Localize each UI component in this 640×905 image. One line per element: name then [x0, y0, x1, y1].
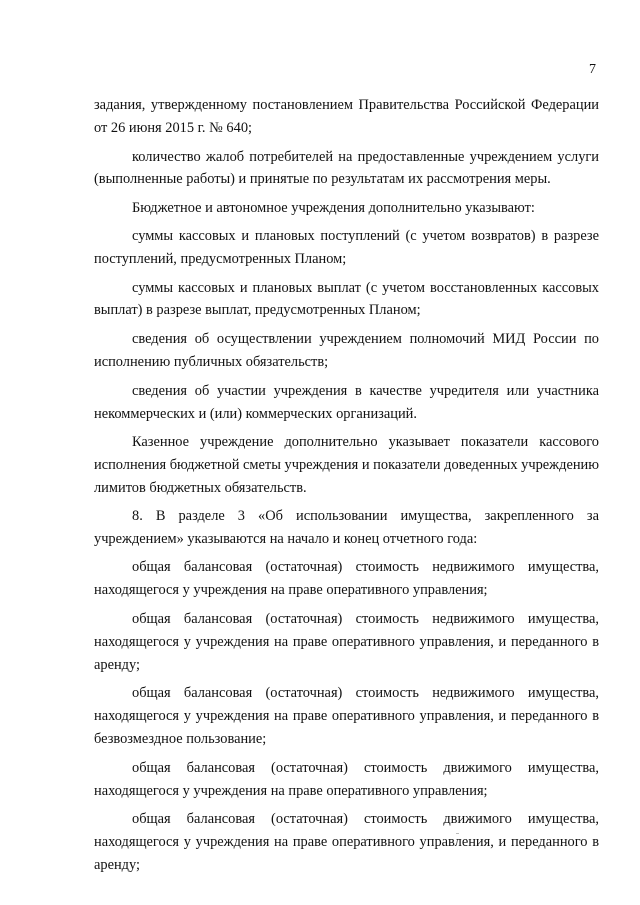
paragraph: общая балансовая (остаточная) стоимость недвижимого имущества, находящегося у учреждения на праве оперативного управления, и переданного в аренду;: [94, 610, 599, 673]
paragraph: суммы кассовых и плановых выплат (с учетом восстановленных кассовых выплат) в разрезе выплат, предусмотренных Планом;: [94, 279, 599, 319]
paragraph: общая балансовая (остаточная) стоимость движимого имущества, находящегося у учреждения на праве оперативного управления;: [94, 759, 599, 799]
paragraph: задания, утвержденному постановлением Правительства Российской Федерации от 26 июня 2015 г. № 640;: [94, 97, 599, 136]
scan-speck: [456, 833, 459, 834]
paragraph: количество жалоб потребителей на предоставленные учреждением услуги (выполненные работы) и принятые по результатам их рассмотрения меры.: [94, 148, 599, 188]
paragraph: общая балансовая (остаточная) стоимость движимого имущества, находящегося у учреждения на праве оперативного управления, и переданного в аренду;: [94, 811, 599, 873]
paragraph: 8. В разделе 3 «Об использовании имущества, закрепленного за учреждением» указываются на начало и конец отчетного года:: [94, 507, 599, 547]
paragraph: Казенное учреждение дополнительно указывает показатели кассового исполнения бюджетной сметы учреждения и показатели доведенных учреждению лимитов бюджетных обязательств.: [94, 434, 599, 496]
paragraph: суммы кассовых и плановых поступлений (с учетом возвратов) в разрезе поступлений, предусмотренных Планом;: [94, 227, 599, 267]
page-number: 7: [589, 62, 596, 77]
paragraph: сведения об участии учреждения в качестве учредителя или участника некоммерческих и (или) коммерческих организаций.: [94, 382, 599, 422]
paragraph: сведения об осуществлении учреждением полномочий МИД России по исполнению публичных обязательств;: [94, 331, 599, 370]
paragraph: общая балансовая (остаточная) стоимость недвижимого имущества, находящегося у учреждения на праве оперативного управления, и переданного в безвозмездное пользование;: [94, 685, 599, 747]
paragraph: Бюджетное и автономное учреждения дополнительно указывают:: [132, 200, 535, 217]
document-body: [94, 94, 599, 877]
paragraph: общая балансовая (остаточная) стоимость недвижимого имущества, находящегося у учреждения на праве оперативного управления;: [94, 559, 599, 599]
